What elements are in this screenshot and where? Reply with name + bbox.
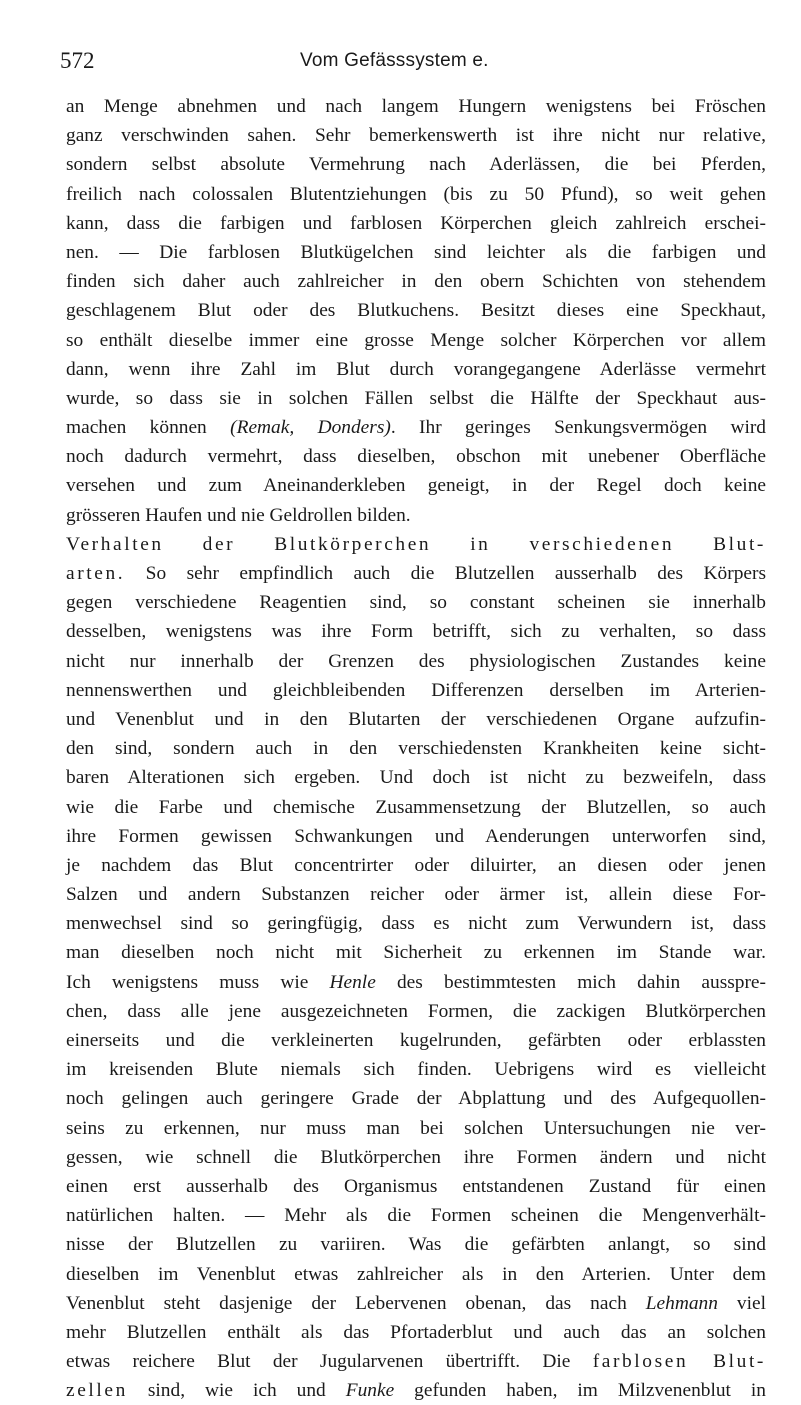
spaced-emphasis: Verhalten der Blutkörperchen in verschiedenen Blut- [66,533,766,555]
text-line: seins zu erkennen, nur muss man bei solchen Untersuchungen nie ver- [66,1117,766,1139]
spaced-emphasis: farblosen Blut- [592,1351,766,1373]
text-line [66,530,766,559]
text-line: einen erst ausserhalb des Organismus entstandenen Zustand für einen [66,1175,766,1197]
text-line: menwechsel sind so geringfügig, dass es nicht zum Verwundern ist, dass [66,913,766,935]
text-line: so enthält dieselbe immer eine grosse Menge solcher Körperchen vor allem [66,329,766,351]
text-line: mehr Blutzellen enthält als das Pfortaderblut und auch das an solchen [66,1321,766,1343]
text-run: viel [717,1292,766,1314]
text-line [66,1347,766,1376]
text-line [66,559,766,588]
text-line: versehen und zum Aneinanderkleben geneigt, in der Regel doch keine [66,475,766,497]
text-line: desselben, wenigstens was ihre Form betrifft, sich zu verhalten, so dass [66,621,766,643]
text-line [66,1289,766,1318]
text-run: machen können [66,417,231,439]
text-line: kann, dass die farbigen und farblosen Körperchen gleich zahlreich erschei- [66,212,766,234]
text-line: wie die Farbe und chemische Zusammensetzung der Blutzellen, so auch [66,796,766,818]
text-line [66,968,766,997]
text-run: . Ihr geringes Senkungsvermögen wird [390,417,766,439]
text-line: nisse der Blutzellen zu variiren. Was die gefärbten anlangt, so sind [66,1234,766,1256]
text-run: Venenblut steht dasjenige der Lebervenen obenan, das nach [66,1292,646,1314]
italic-name: Henle [329,971,376,993]
text-line: noch gelingen auch geringere Grade der Abplattung und des Aufgequollen- [66,1088,766,1110]
text-line: nennenswerthen und gleichbleibenden Differenzen derselben im Arterien- [66,679,766,701]
text-line [66,413,766,442]
page-header [60,48,760,78]
text-run: etwas reichere Blut der Jugularvenen übertrifft. Die [66,1351,593,1373]
text-line: grösseren Haufen und nie Geldrollen bilden. [66,504,411,526]
text-run: gefunden haben, im Milzvenenblut in [394,1380,767,1402]
text-run: des bestimmtesten mich dahin ausspre- [375,971,767,993]
text-line: im kreisenden Blute niemals sich finden. Uebrigens wird es vielleicht [66,1059,766,1081]
text-line: baren Alterationen sich ergeben. Und doch ist nicht zu bezweifeln, dass [66,767,766,789]
text-line: geschlagenem Blut oder des Blutkuchens. Besitzt dieses eine Speckhaut, [66,300,766,322]
page-number: 572 [60,48,95,73]
text-line: finden sich daher auch zahlreicher in den obern Schichten von stehendem [66,271,766,293]
italic-name: Lehmann [645,1292,718,1314]
text-line: dann, wenn ihre Zahl im Blut durch vorangegangene Aderlässe vermehrt [66,358,766,380]
text-line: chen, dass alle jene ausgezeichneten Formen, die zackigen Blutkörperchen [66,1000,766,1022]
text-line: nen. — Die farblosen Blutkügelchen sind leichter als die farbigen und [66,241,766,263]
text-line: den sind, sondern auch in den verschiedensten Krankheiten keine sicht- [66,738,766,760]
running-head: Vom Gefässsystem e. [300,50,489,71]
text-line: und Venenblut und in den Blutarten der verschiedenen Organe aufzufin- [66,708,766,730]
body-text [66,92,766,1405]
text-line: an Menge abnehmen und nach langem Hungern wenigstens bei Fröschen [66,96,766,117]
text-run: So sehr empfindlich auch die Blutzellen ausserhalb des Körpers [125,563,766,584]
text-line: einerseits und die verkleinerten kugelrunden, gefärbten oder erblassten [66,1030,766,1051]
italic-name: Funke [345,1380,395,1402]
text-line: sondern selbst absolute Vermehrung nach Aderlässen, die bei Pferden, [66,154,766,176]
text-line: dieselben im Venenblut etwas zahlreicher als in den Arterien. Unter dem [66,1263,766,1285]
text-run: sind, wie ich und [127,1380,346,1402]
spaced-emphasis: zellen [66,1380,128,1402]
italic-name: (Remak, Donders) [230,417,391,439]
text-line [66,1376,766,1405]
text-run: Ich wenigstens muss wie [66,971,330,993]
text-line: freilich nach colossalen Blutentziehungen (bis zu 50 Pfund), so weit gehen [66,183,766,205]
text-line: ihre Formen gewissen Schwankungen und Aenderungen unterworfen sind, [66,825,766,847]
text-line: noch dadurch vermehrt, dass dieselben, obschon mit unebener Oberfläche [66,446,766,468]
text-line: natürlichen halten. — Mehr als die Formen scheinen die Mengenverhält- [66,1205,766,1227]
text-line: ganz verschwinden sahen. Sehr bemerkenswerth ist ihre nicht nur relative, [66,125,766,147]
spaced-emphasis: arten. [66,563,126,584]
text-line: nicht nur innerhalb der Grenzen des physiologischen Zustandes keine [66,650,766,672]
text-line: je nachdem das Blut concentrirter oder diluirter, an diesen oder jenen [66,854,766,876]
text-line: Salzen und andern Substanzen reicher oder ärmer ist, allein diese For- [66,884,766,906]
text-line: gessen, wie schnell die Blutkörperchen ihre Formen ändern und nicht [66,1146,766,1168]
text-line: gegen verschiedene Reagentien sind, so constant scheinen sie innerhalb [66,592,766,614]
text-line: wurde, so dass sie in solchen Fällen selbst die Hälfte der Speckhaut aus- [66,387,766,409]
text-line: man dieselben noch nicht mit Sicherheit zu erkennen im Stande war. [66,942,766,964]
